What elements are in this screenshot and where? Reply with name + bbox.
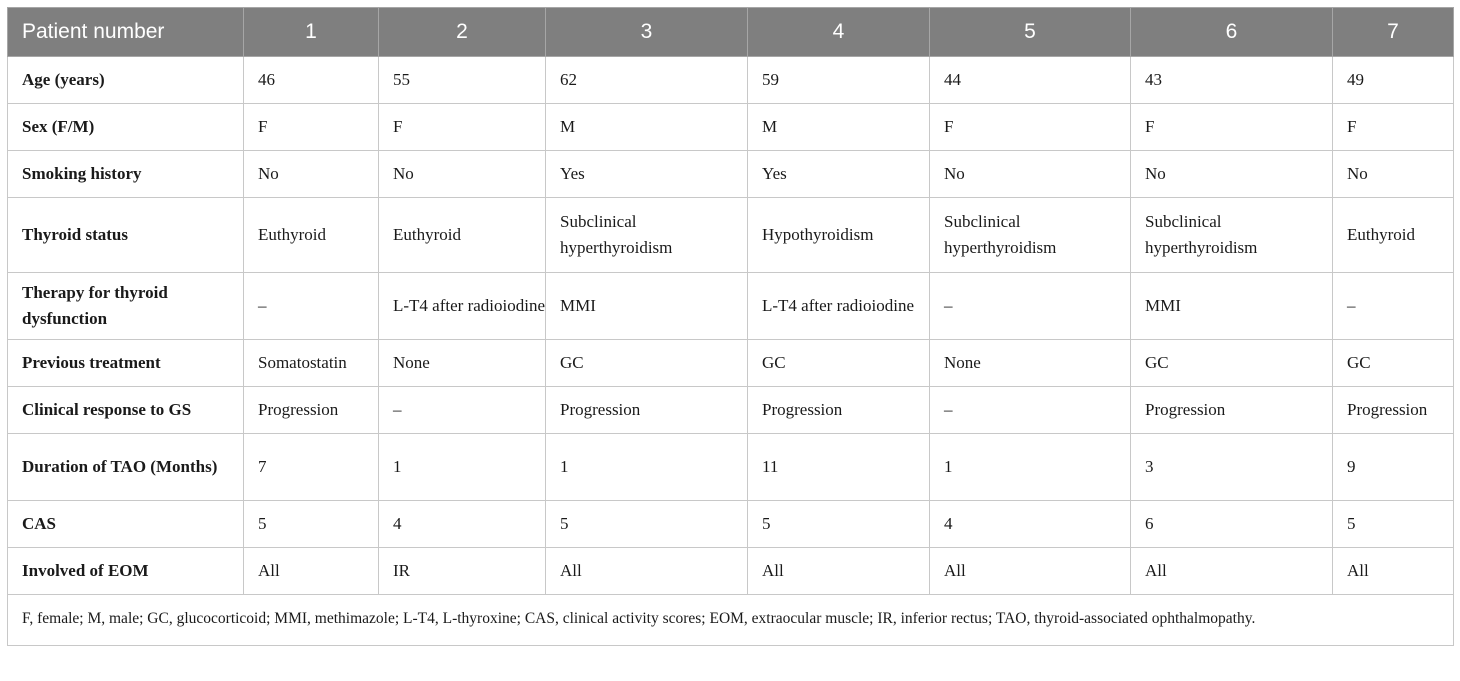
table-cell: All	[748, 548, 930, 595]
row-label-age: Age (years)	[8, 57, 244, 104]
table-cell: All	[546, 548, 748, 595]
table-cell: –	[930, 273, 1131, 340]
header-patient-1: 1	[244, 8, 379, 57]
table-footnote: F, female; M, male; GC, glucocorticoid; MMI, methimazole; L-T4, L-thyroxine; CAS, clinical activity scores; EOM, extraocular muscle; IR, inferior rectus; TAO, thyroid-associated ophthalmopathy.	[8, 595, 1454, 646]
table-cell: No	[379, 151, 546, 198]
header-patient-3: 3	[546, 8, 748, 57]
table-cell: Euthyroid	[244, 198, 379, 273]
table-cell: –	[930, 387, 1131, 434]
table-cell: 44	[930, 57, 1131, 104]
table-cell: No	[1333, 151, 1454, 198]
row-label-thyroid-status: Thyroid status	[8, 198, 244, 273]
table-cell: 49	[1333, 57, 1454, 104]
table-cell: Subclinical hyperthyroidism	[1131, 198, 1333, 273]
table-cell: 3	[1131, 434, 1333, 501]
table-cell: Somatostatin	[244, 340, 379, 387]
table-cell: 11	[748, 434, 930, 501]
table-cell: No	[1131, 151, 1333, 198]
table-cell: F	[379, 104, 546, 151]
header-patient-7: 7	[1333, 8, 1454, 57]
table-cell: Euthyroid	[379, 198, 546, 273]
table-cell: 5	[1333, 501, 1454, 548]
table-cell: Subclinical hyperthyroidism	[930, 198, 1131, 273]
table-cell: Yes	[748, 151, 930, 198]
table-cell: GC	[546, 340, 748, 387]
table-cell: All	[1333, 548, 1454, 595]
header-patient-4: 4	[748, 8, 930, 57]
table-cell: M	[748, 104, 930, 151]
table-cell: 55	[379, 57, 546, 104]
header-patient-5: 5	[930, 8, 1131, 57]
table-cell: 62	[546, 57, 748, 104]
table-row-smoking	[8, 151, 1454, 198]
row-label-therapy: Therapy for thyroid dysfunction	[8, 273, 244, 340]
table-row-cas	[8, 501, 1454, 548]
table-cell: 9	[1333, 434, 1454, 501]
table-cell: Euthyroid	[1333, 198, 1454, 273]
table-row-thyroid-status	[8, 198, 1454, 273]
table-row-age	[8, 57, 1454, 104]
patient-characteristics-table	[7, 7, 1454, 646]
table-cell: MMI	[546, 273, 748, 340]
table-cell: 4	[930, 501, 1131, 548]
table-cell: 5	[546, 501, 748, 548]
header-patient-2: 2	[379, 8, 546, 57]
table-cell: M	[546, 104, 748, 151]
table-cell: 5	[748, 501, 930, 548]
table-cell: Progression	[546, 387, 748, 434]
table-cell: F	[1131, 104, 1333, 151]
table-cell: 1	[546, 434, 748, 501]
table-cell: 59	[748, 57, 930, 104]
row-label-duration: Duration of TAO (Months)	[8, 434, 244, 501]
table-row-duration	[8, 434, 1454, 501]
table-cell: All	[930, 548, 1131, 595]
table-cell: F	[244, 104, 379, 151]
table-cell: 7	[244, 434, 379, 501]
table-cell: No	[930, 151, 1131, 198]
table-cell: –	[1333, 273, 1454, 340]
table-cell: 1	[930, 434, 1131, 501]
patient-characteristics-table-container	[7, 7, 1453, 646]
header-row	[8, 8, 1454, 57]
table-cell: MMI	[1131, 273, 1333, 340]
table-cell: 5	[244, 501, 379, 548]
header-patient-number: Patient number	[8, 8, 244, 57]
header-patient-6: 6	[1131, 8, 1333, 57]
table-cell: Yes	[546, 151, 748, 198]
table-cell: –	[244, 273, 379, 340]
row-label-cas: CAS	[8, 501, 244, 548]
table-cell: No	[244, 151, 379, 198]
table-cell: Progression	[748, 387, 930, 434]
table-row-previous-treatment	[8, 340, 1454, 387]
table-cell: F	[1333, 104, 1454, 151]
table-row-clinical-response	[8, 387, 1454, 434]
table-cell: None	[930, 340, 1131, 387]
table-cell: L-T4 after radioiodine	[379, 273, 546, 340]
table-cell: Hypothyroidism	[748, 198, 930, 273]
table-cell: F	[930, 104, 1131, 151]
table-cell: 1	[379, 434, 546, 501]
table-cell: GC	[748, 340, 930, 387]
table-cell: All	[1131, 548, 1333, 595]
table-row-eom	[8, 548, 1454, 595]
table-cell: 43	[1131, 57, 1333, 104]
table-cell: –	[379, 387, 546, 434]
row-label-clinical-response: Clinical response to GS	[8, 387, 244, 434]
table-cell: GC	[1333, 340, 1454, 387]
table-cell: 4	[379, 501, 546, 548]
row-label-sex: Sex (F/M)	[8, 104, 244, 151]
table-cell: 6	[1131, 501, 1333, 548]
table-cell: None	[379, 340, 546, 387]
row-label-previous-treatment: Previous treatment	[8, 340, 244, 387]
table-cell: Progression	[1131, 387, 1333, 434]
table-cell: Subclinical hyperthyroidism	[546, 198, 748, 273]
table-row-sex	[8, 104, 1454, 151]
table-cell: 46	[244, 57, 379, 104]
footnote-row	[8, 595, 1454, 646]
table-cell: All	[244, 548, 379, 595]
row-label-eom: Involved of EOM	[8, 548, 244, 595]
table-cell: GC	[1131, 340, 1333, 387]
table-row-therapy	[8, 273, 1454, 340]
table-cell: Progression	[1333, 387, 1454, 434]
table-cell: L-T4 after radioiodine	[748, 273, 930, 340]
row-label-smoking: Smoking history	[8, 151, 244, 198]
table-cell: Progression	[244, 387, 379, 434]
table-cell: IR	[379, 548, 546, 595]
